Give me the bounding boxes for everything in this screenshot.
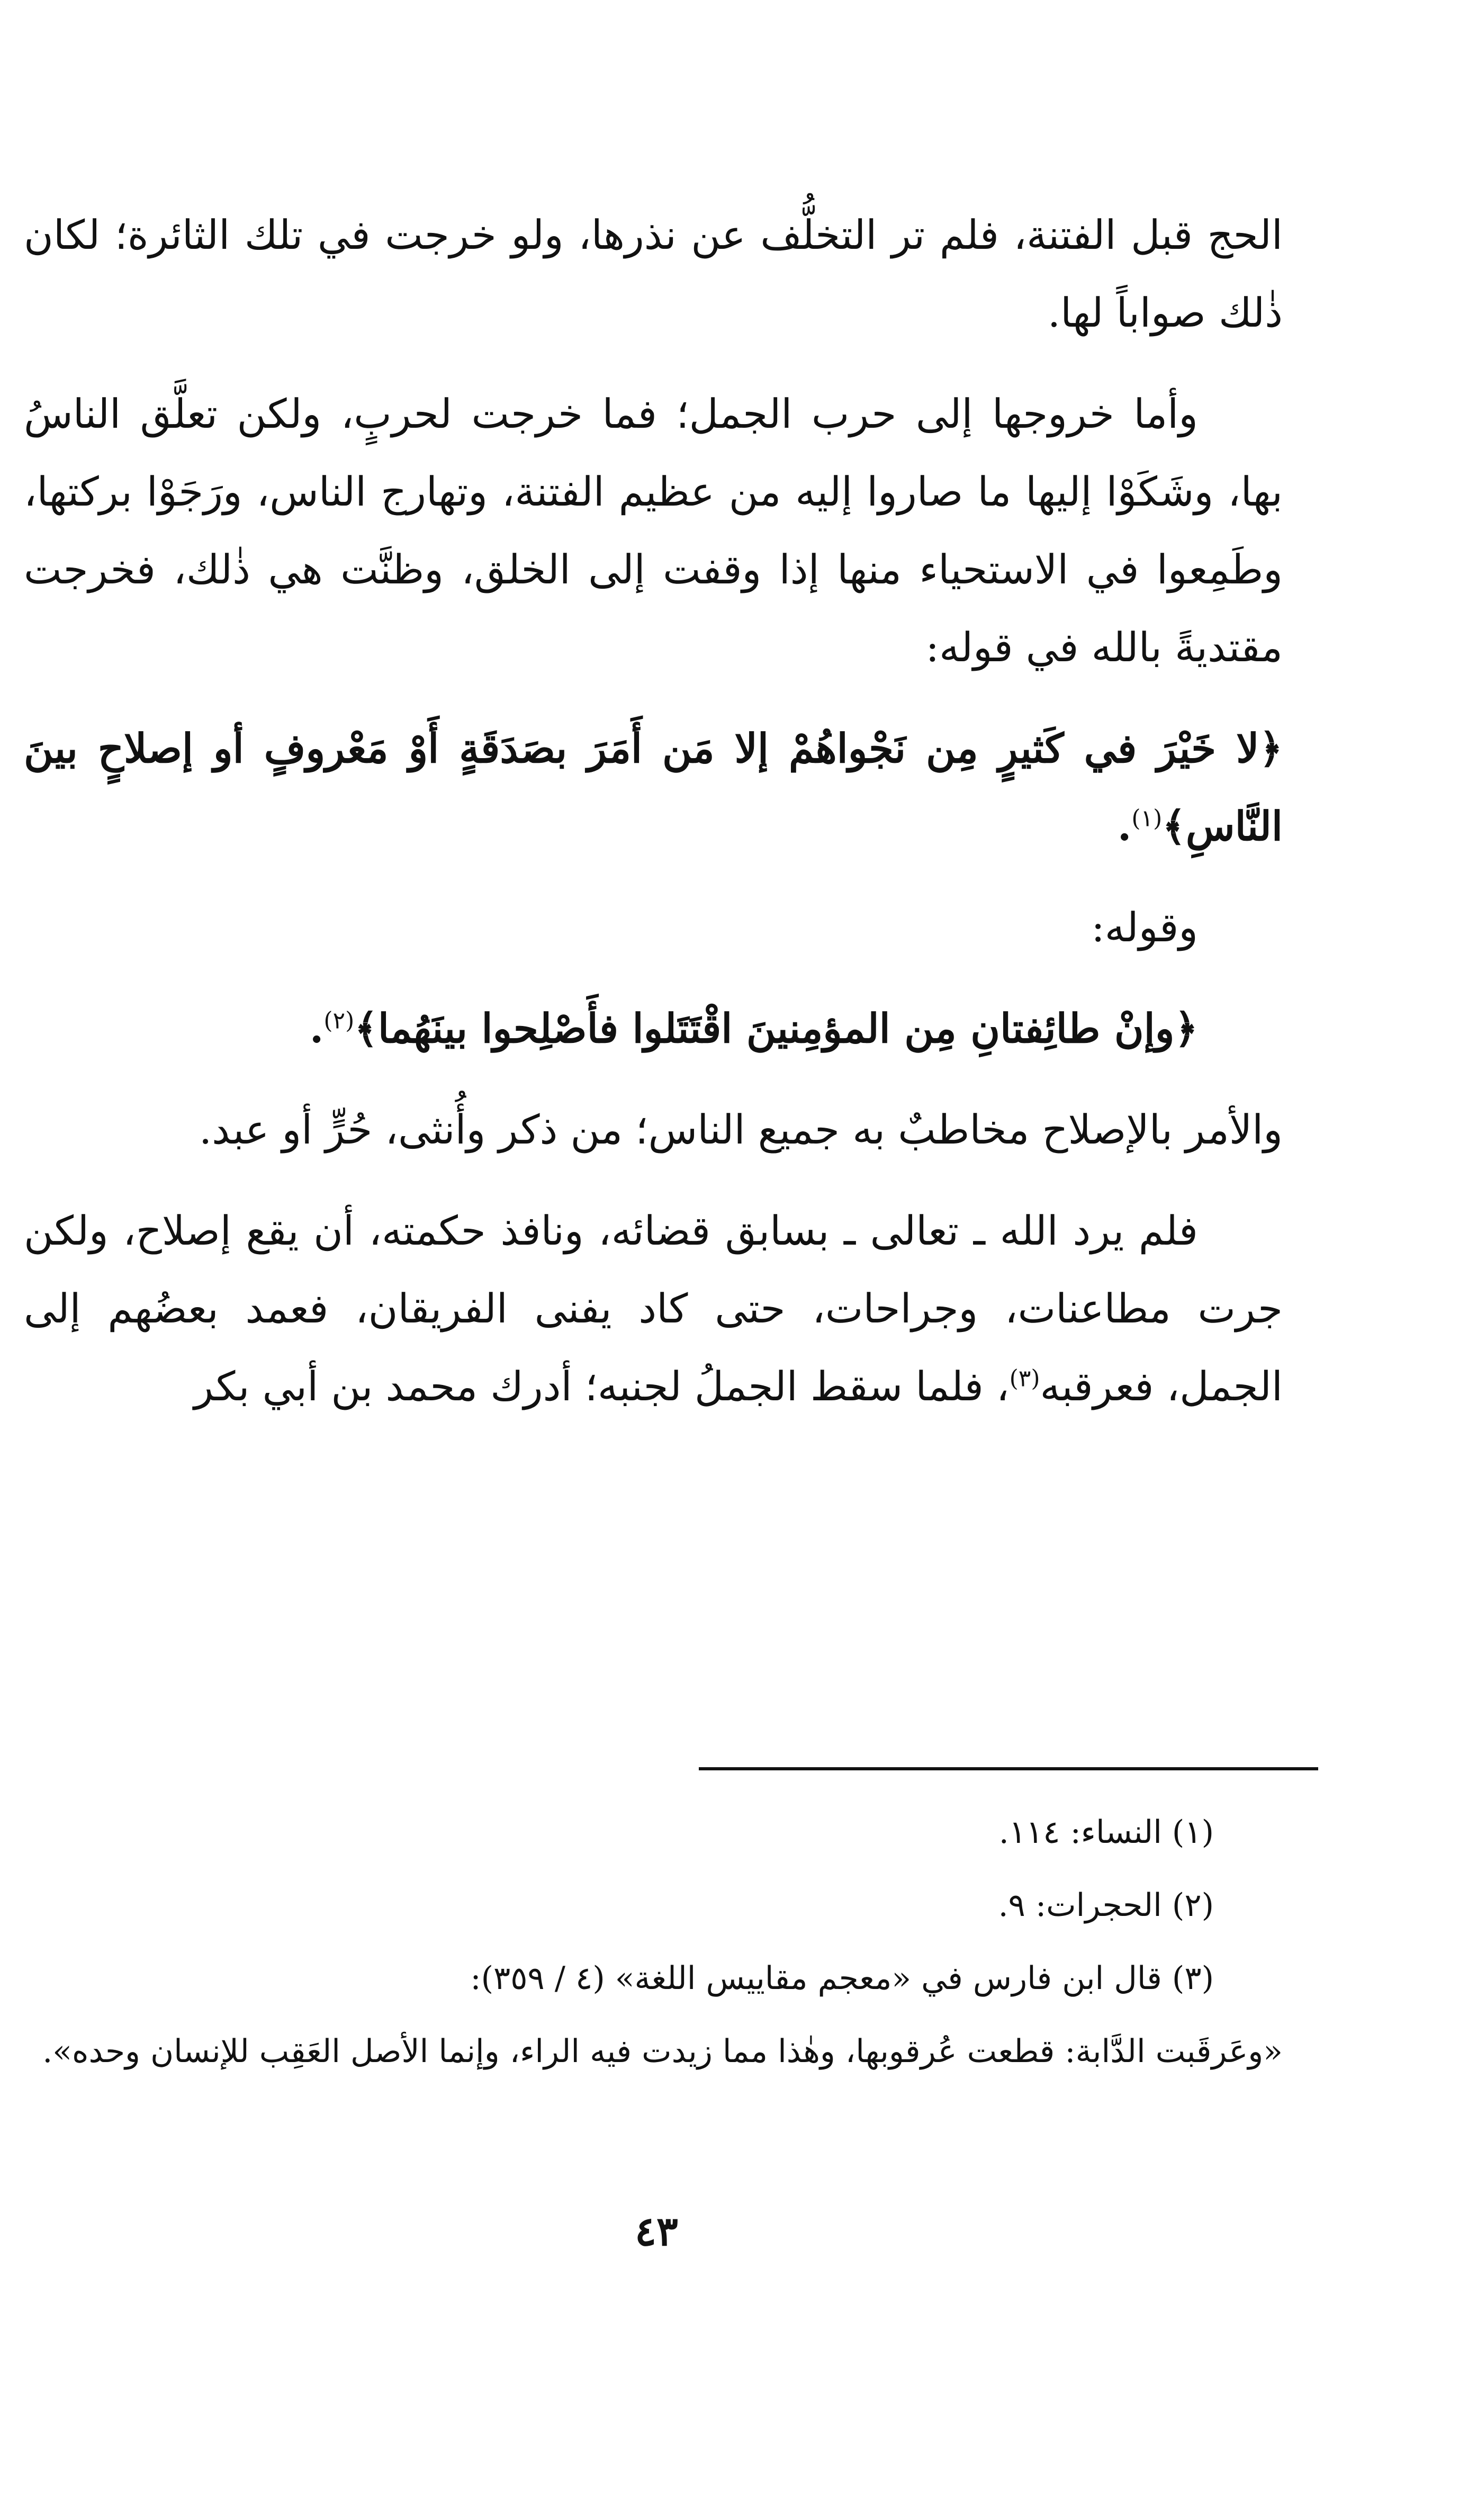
paragraph-camel-battle: وأما خروجها إلى حرب الجمل؛ فما خرجت لحربٍ، ولكن تعلَّق الناسُ بها، وشَكَوْا إليها ما صاروا إليه من عظيم الفتنة، وتهارج الناس، ورَجَوْا بركتها، وطَمِعوا في الاستحياء منها إذا وقفت إلى الخلق، وظنَّت هي ذٰلك، فخرجت مقتديةً بالله في قوله:: [24, 390, 1283, 671]
verse-1-text: ﴿لا خَيْرَ في كَثيرٍ مِن نَجْواهُمْ إلا مَن أَمَرَ بصَدَقَةٍ أَوْ مَعْروفٍ أو إصلاحٍ بينَ النَّاسِ﴾: [24, 725, 1283, 850]
footnotes: [24, 1800, 1283, 2092]
footnote-marker-3[interactable]: (٣): [1009, 1365, 1040, 1392]
and-his-saying: وقوله:: [1091, 904, 1198, 951]
paragraph-hajj: الحج قبل الفتنة، فلم تر التخلُّف عن نذرها، ولو خرجت في تلك الثائرة؛ لكان ذٰلك صواباً لها.: [24, 211, 1283, 336]
paragraph-reconciliation-order: والأمر بالإصلاح مخاطبٌ به جميع الناس؛ من ذكر وأُنثى، حُرٍّ أو عبد.: [199, 1106, 1283, 1153]
paragraph-final: [24, 1192, 1283, 1425]
verse-1-end: .: [1117, 803, 1132, 850]
footnote-marker-2[interactable]: (٢): [323, 1007, 355, 1034]
page-number: ٤٣: [635, 2208, 678, 2255]
footnote-marker-1[interactable]: (١): [1131, 805, 1163, 832]
verse-2-end: .: [309, 1005, 324, 1052]
quran-verse-1: [24, 709, 1283, 865]
final-text-before: فلم يرد الله ـ تعالى ـ بسابق قضائه، ونافذ حكمته، أن يقع إصلاح، ولكن جرت مطاعنات، وجراحات، حتى كاد يفنى الفريقان، فعمد بعضُهم إلى الجمل، فعرقبه: [24, 1207, 1283, 1410]
footnote-1: (١) النساء: ١١٤.: [998, 1814, 1214, 1851]
final-text-after: ، فلما سقط الجملُ لجنبه؛ أدرك محمد بن أبي بكر: [194, 1363, 1010, 1410]
footnote-3: (٣) قال ابن فارس في «معجم مقاييس اللغة» (٤ / ٣٥٩):: [470, 1960, 1214, 1997]
footnote-divider: [699, 1767, 1318, 1770]
quran-verse-2: [24, 989, 1283, 1067]
verse-2-text: ﴿وإنْ طائِفتانِ مِن المؤمِنينَ اقْتَتَلوا فأَصْلِحوا بينَهُما﴾: [354, 1005, 1198, 1052]
footnote-3-quote: «وعَرقَبت الدَّابة: قطعت عُرقوبها، وهٰذا مما زيدت فيه الراء، وإنما الأصل العَقِب للإنسان وحده».: [42, 2033, 1283, 2070]
main-text: [24, 196, 1283, 1448]
footnote-2: (٢) الحجرات: ٩.: [998, 1887, 1214, 1924]
